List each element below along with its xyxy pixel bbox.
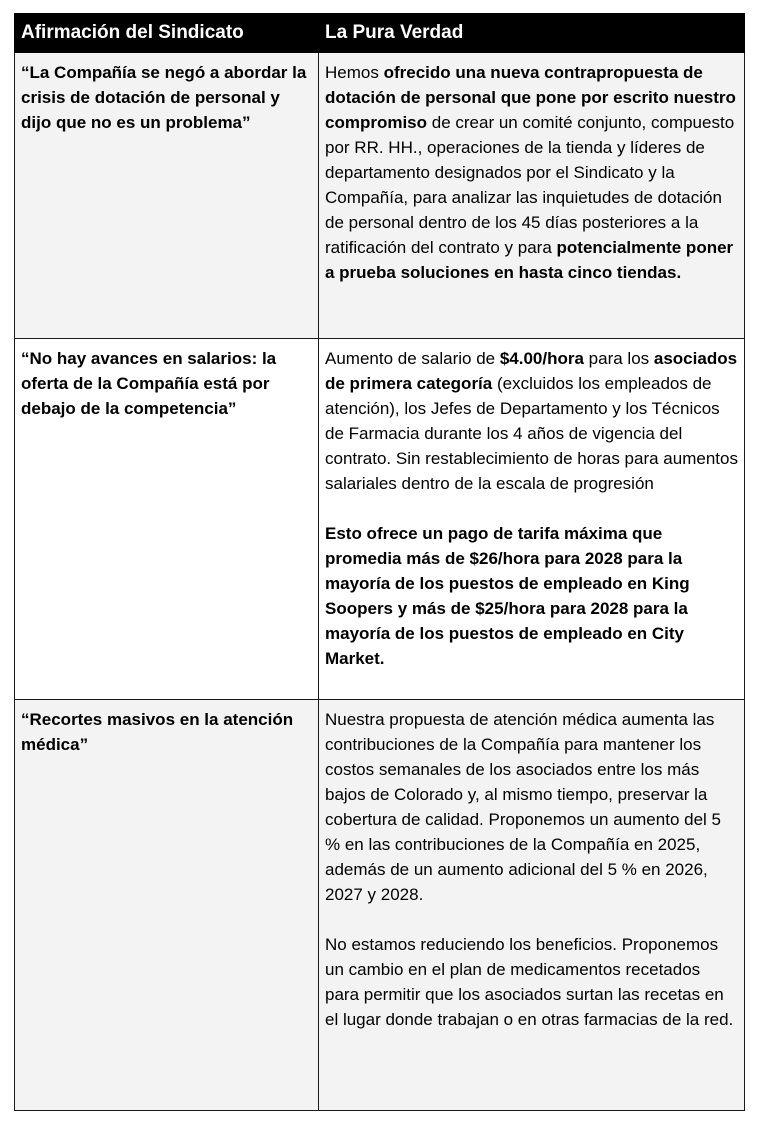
claim-cell: “No hay avances en salarios: la oferta de la Compañía está por debajo de la competencia” <box>15 339 319 700</box>
text-run: Hemos <box>325 63 384 82</box>
truth-paragraph <box>325 707 738 907</box>
truth-paragraph <box>325 346 738 496</box>
truth-cell <box>319 53 745 339</box>
bold-text-run: ofrecido una nueva contrapropuesta de dotación de personal que pone por escrito nuestro compromiso <box>325 63 736 132</box>
table-row <box>15 700 745 1111</box>
bold-text-run: potencialmente poner a prueba soluciones en hasta cinco tiendas. <box>325 238 734 282</box>
claim-cell: “La Compañía se negó a abordar la crisis de dotación de personal y dijo que no es un problema” <box>15 53 319 339</box>
text-run: Nuestra propuesta de atención médica aumenta las contribuciones de la Compañía para mantener los costos semanales de los asociados entre los más bajos de Colorado y, al mismo tiempo, preservar la cobertura de calidad. Proponemos un aumento del 5 % en las contribuciones de la Compañía en 2025, además de un aumento adicional del 5 % en 2026, 2027 y 2028. <box>325 710 721 904</box>
truth-cell <box>319 700 745 1111</box>
table-row <box>15 53 745 339</box>
text-run: Aumento de salario de <box>325 349 500 368</box>
bold-text-run: $4.00/hora <box>499 349 584 368</box>
truth-paragraph <box>325 60 738 285</box>
truth-paragraph <box>325 932 738 1032</box>
comparison-table <box>14 13 745 1111</box>
claim-cell: “Recortes masivos en la atención médica” <box>15 700 319 1111</box>
header-union-claim: Afirmación del Sindicato <box>15 14 319 53</box>
header-plain-truth: La Pura Verdad <box>319 14 745 53</box>
text-run: para los <box>583 349 654 368</box>
bold-text-run: asociados de primera categoría <box>325 349 738 393</box>
header-row <box>15 14 745 53</box>
bold-text-run: Esto ofrece un pago de tarifa máxima que promedia más de $26/hora para 2028 para la mayoría de los puestos de empleado en King Soopers y más de $25/hora para 2028 para la mayoría de los puestos de empleado en City Market. <box>325 524 690 668</box>
text-run: de crear un comité conjunto, compuesto por RR. HH., operaciones de la tienda y líderes de departamento designados por el Sindicato y la Compañía, para analizar las inquietudes de dotación de personal dentro de los 45 días posteriores a la ratificación del contrato y para <box>325 113 735 257</box>
truth-cell <box>319 339 745 700</box>
truth-paragraph <box>325 521 738 671</box>
text-run: No estamos reduciendo los beneficios. Proponemos un cambio en el plan de medicamentos recetados para permitir que los asociados surtan las recetas en el lugar donde trabajan o en otras farmacias de la red. <box>325 935 734 1029</box>
table-row <box>15 339 745 700</box>
text-run: (excluidos los empleados de atención), los Jefes de Departamento y los Técnicos de Farmacia durante los 4 años de vigencia del contrato. Sin restablecimiento de horas para aumentos salariales dentro de la escala de progresión <box>325 374 738 493</box>
